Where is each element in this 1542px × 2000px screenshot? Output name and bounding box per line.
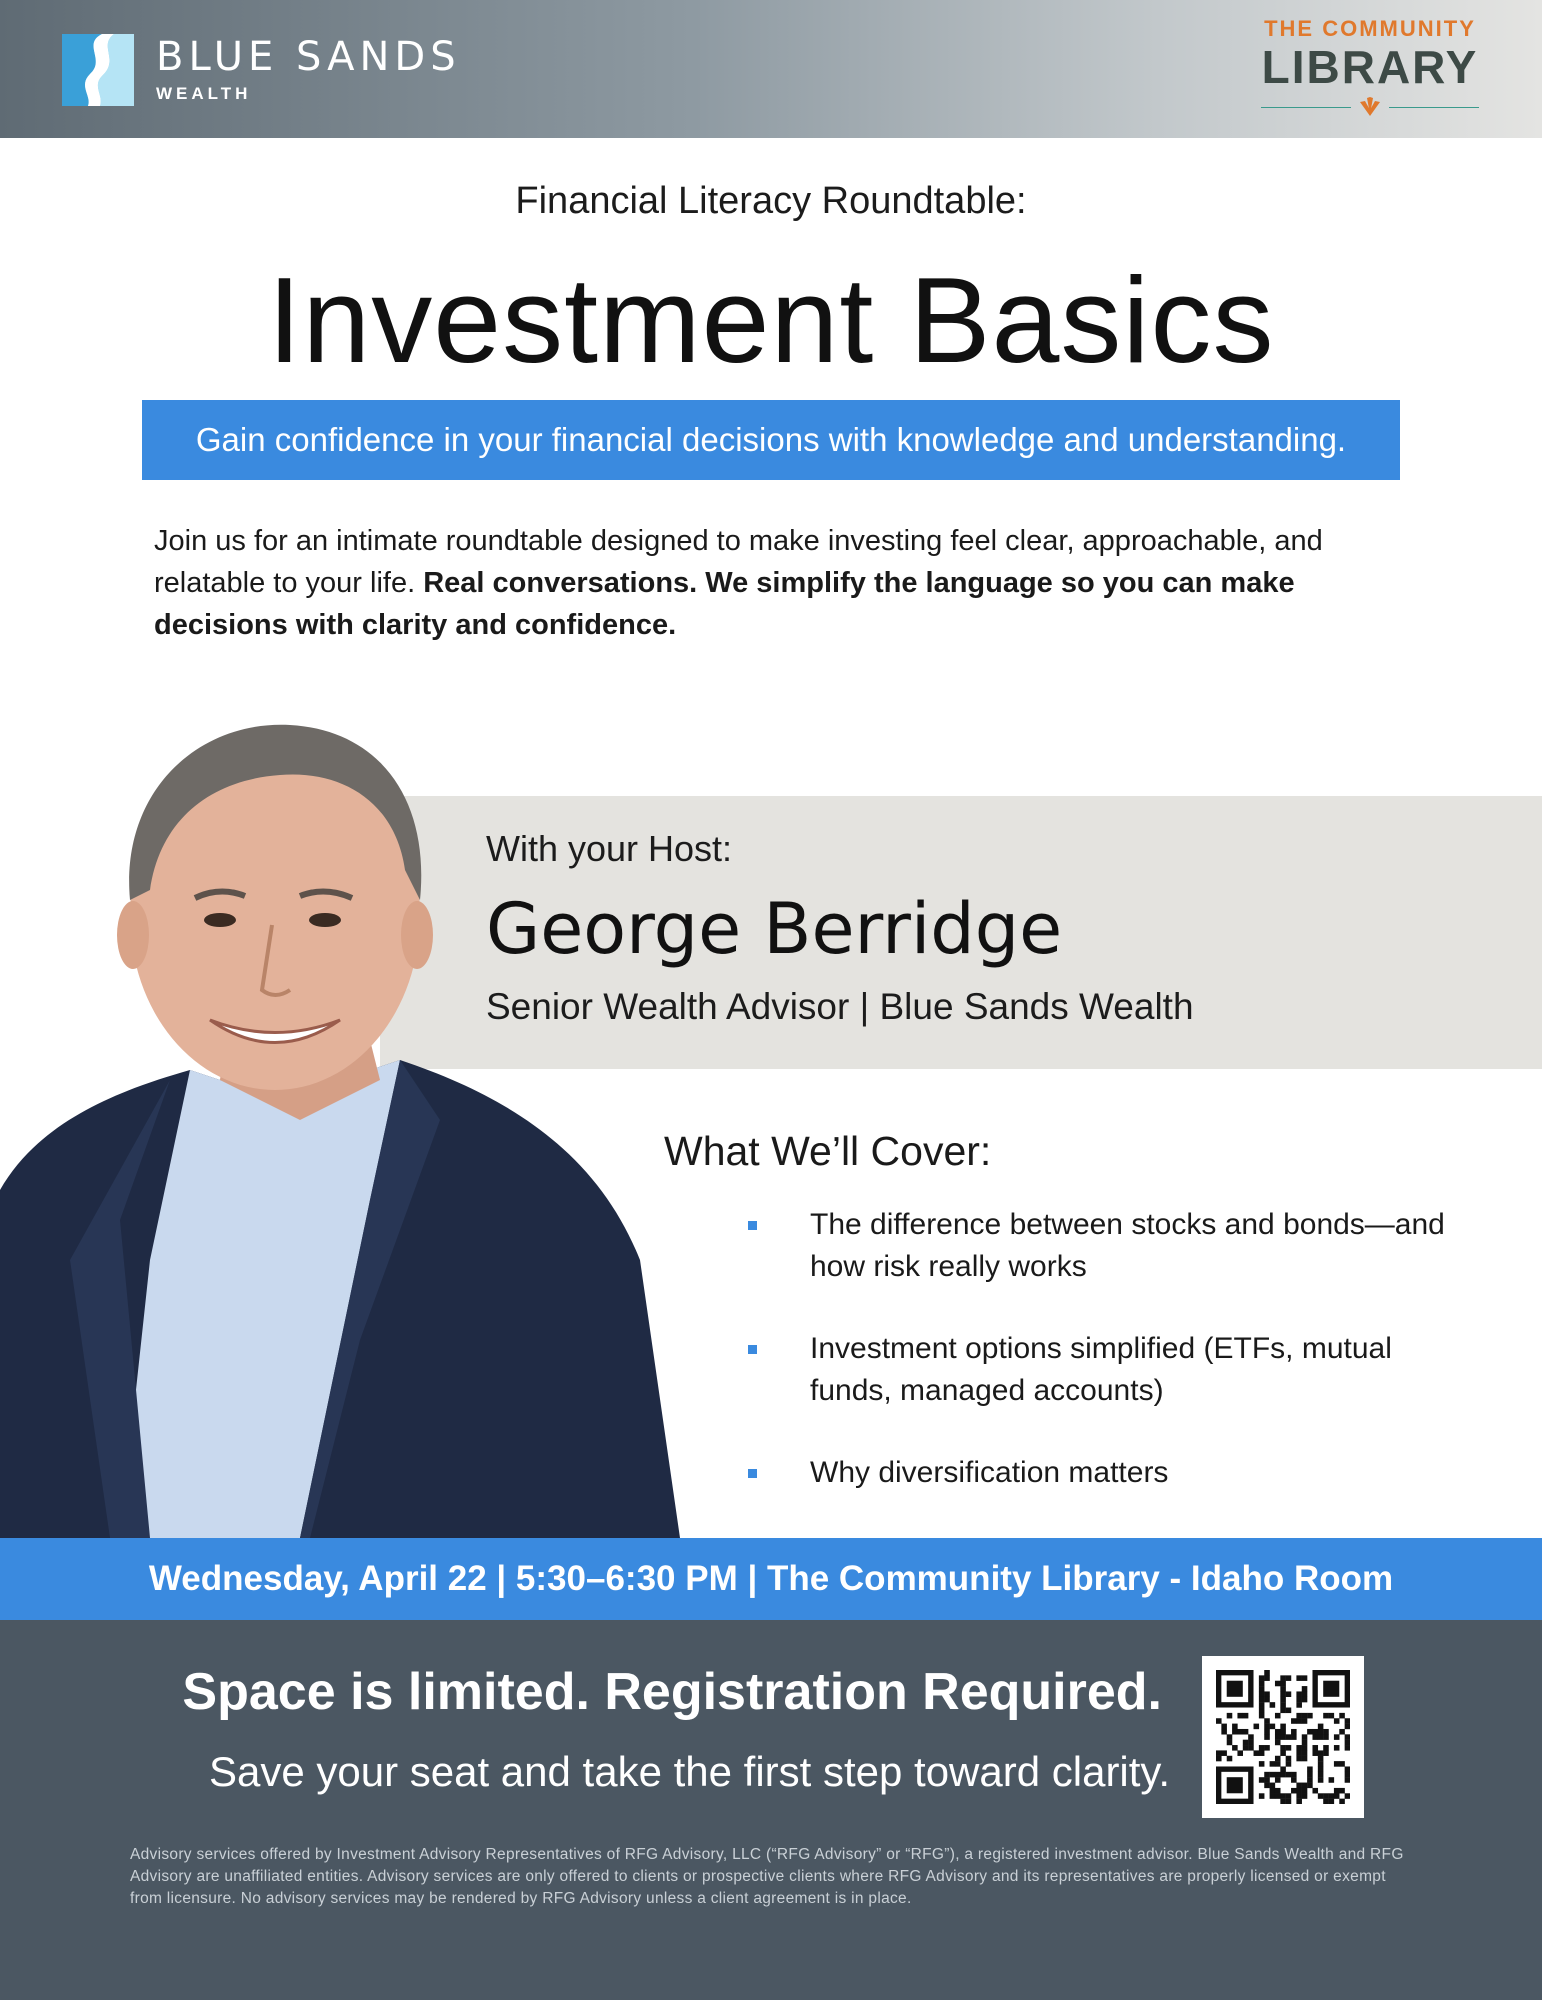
- list-item-text: Investment options simplified (ETFs, mutual funds, managed accounts): [810, 1332, 1392, 1407]
- book-fan-icon: [1357, 96, 1383, 118]
- event-details-bar: Wednesday, April 22 | 5:30–6:30 PM | The Community Library - Idaho Room: [0, 1538, 1542, 1620]
- registration-qr-code[interactable]: [1202, 1656, 1364, 1818]
- host-name: George Berridge: [486, 888, 1063, 970]
- square-bullet-icon: [748, 1469, 757, 1478]
- registration-cta: Save your seat and take the first step toward clarity.: [208, 1748, 1170, 1795]
- legal-disclaimer: Advisory services offered by Investment Advisory Representatives of RFG Advisory, LLC (“RFG Advisory” or “RFG”), a registered investment advisor. Blue Sands Wealth and RFG Advisory are unaffiliated entities. Advisory services are only offered to clients or prospective clients where RFG Advisory and its representatives are properly licensed or exempt from licensure. No advisory services may be rendered by RFG Advisory unless a client agreement is in place.: [130, 1846, 1404, 1907]
- library-top-text: THE COMMUNITY: [1264, 16, 1476, 41]
- registration-headline: Space is limited. Registration Required.: [182, 1663, 1162, 1721]
- list-item-text: Why diversification matters: [810, 1456, 1169, 1489]
- intro-paragraph: [154, 520, 1404, 646]
- host-role: Senior Wealth Advisor | Blue Sands Wealth: [486, 986, 1194, 1027]
- wave-logo-icon: [62, 34, 134, 106]
- intro-regular-text: Join us for an intimate roundtable designed to make investing feel clear, approachable, and relatable to your life.: [154, 525, 1323, 599]
- list-item-text: The difference between stocks and bonds—and how risk really works: [810, 1208, 1445, 1283]
- brand-subtitle: WEALTH: [156, 84, 252, 103]
- intro-bold-text: Real conversations. We simplify the language so you can make decisions with clarity and confidence.: [154, 567, 1295, 641]
- library-main-text: LIBRARY: [1261, 41, 1479, 93]
- blue-sands-logo: [62, 34, 461, 106]
- cover-title: What We’ll Cover:: [664, 1128, 992, 1174]
- host-label: With your Host:: [486, 828, 733, 869]
- list-item: [748, 1452, 1448, 1494]
- event-title: Investment Basics: [267, 252, 1275, 388]
- brand-name: BLUE SANDS: [156, 34, 461, 80]
- library-divider: [1250, 96, 1490, 118]
- square-bullet-icon: [748, 1345, 757, 1354]
- square-bullet-icon: [748, 1221, 757, 1230]
- tagline-banner: Gain confidence in your financial decisions with knowledge and understanding.: [142, 400, 1400, 480]
- list-item: [748, 1204, 1448, 1288]
- cover-list: [748, 1204, 1448, 1534]
- host-photo: [0, 700, 680, 1538]
- community-library-logo: [1250, 16, 1490, 118]
- qr-code-icon: [1216, 1670, 1350, 1804]
- event-subtitle: Financial Literacy Roundtable:: [515, 180, 1027, 222]
- header-banner: [0, 0, 1542, 138]
- list-item: [748, 1328, 1448, 1412]
